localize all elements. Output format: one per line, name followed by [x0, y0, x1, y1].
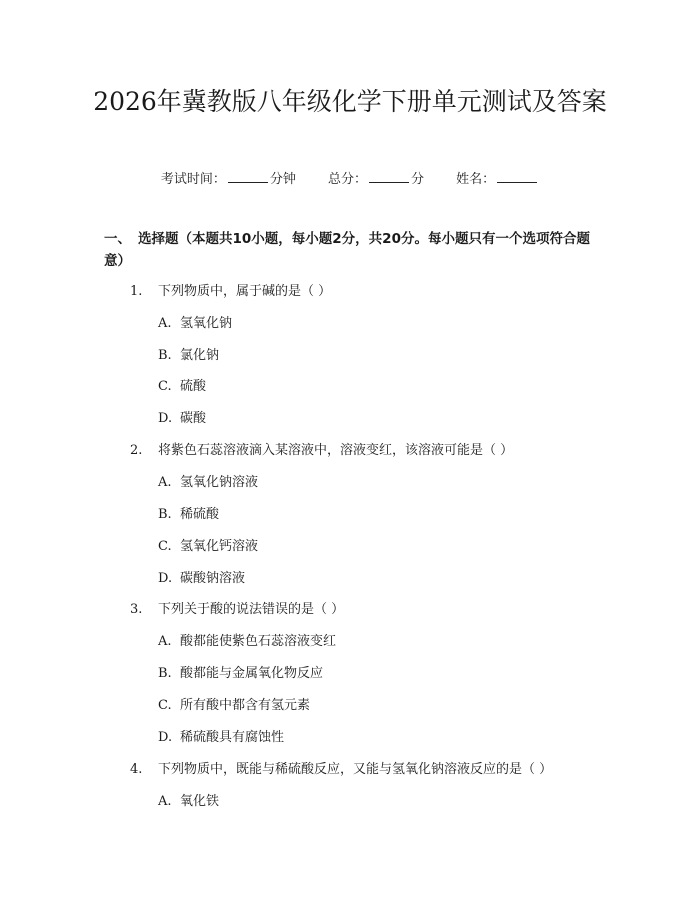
- option-letter: B.: [158, 666, 172, 681]
- option-text: 所有酸中都含有氢元素: [180, 698, 311, 713]
- option-q3-d: [158, 728, 284, 748]
- exam-time-field: [161, 168, 296, 190]
- question-text: 将紫色石蕊溶液滴入某溶液中，溶液变红，该溶液可能是（ ）: [158, 443, 514, 458]
- option-letter: C.: [158, 539, 172, 554]
- option-letter: D.: [158, 571, 173, 586]
- document-title: 2026年冀教版八年级化学下册单元测试及答案: [93, 87, 607, 116]
- question-number: 3.: [130, 602, 143, 617]
- option-letter: D.: [158, 730, 173, 745]
- question-1: [130, 282, 331, 302]
- total-score-blank: [369, 168, 409, 183]
- question-number: 2.: [130, 443, 143, 458]
- section-number: 一、: [104, 231, 131, 247]
- question-text: 下列关于酸的说法错误的是（ ）: [158, 602, 345, 617]
- exam-time-blank: [228, 168, 268, 183]
- exam-time-label: 考试时间：: [160, 172, 226, 187]
- option-q4-a: [158, 792, 219, 812]
- option-q2-d: [158, 569, 245, 589]
- section-heading-text: 选择题（本题共10小题，每小题2分，共20分。每小题只有一个选项符合题意）: [104, 231, 590, 269]
- option-text: 氢氧化钠: [180, 316, 233, 331]
- option-text: 酸都能与金属氧化物反应: [180, 666, 324, 681]
- option-q2-a: [158, 473, 258, 493]
- option-q2-b: [158, 505, 219, 525]
- total-score-field: [328, 168, 424, 190]
- question-number: 4.: [130, 762, 143, 777]
- option-letter: A.: [158, 794, 172, 809]
- name-field: [456, 168, 539, 190]
- option-q1-a: [158, 314, 232, 334]
- option-text: 碳酸钠溶液: [180, 571, 246, 586]
- option-q3-a: [158, 632, 336, 652]
- option-text: 稀硫酸具有腐蚀性: [180, 730, 285, 745]
- option-q1-c: [158, 377, 206, 397]
- question-3: [130, 600, 344, 620]
- option-letter: C.: [158, 379, 172, 394]
- option-text: 氯化钠: [180, 348, 220, 363]
- option-q1-b: [158, 346, 219, 366]
- option-text: 硫酸: [180, 379, 207, 394]
- option-text: 氢氧化钠溶液: [180, 475, 259, 490]
- option-text: 酸都能使紫色石蕊溶液变红: [180, 634, 337, 649]
- option-text: 稀硫酸: [180, 507, 220, 522]
- exam-time-unit: 分钟: [269, 172, 296, 187]
- question-text: 下列物质中，既能与稀硫酸反应，又能与氢氧化钠溶液反应的是（ ）: [158, 762, 553, 777]
- option-text: 氢氧化钙溶液: [180, 539, 259, 554]
- option-text: 氧化铁: [180, 794, 220, 809]
- option-letter: C.: [158, 698, 172, 713]
- name-label: 姓名：: [456, 172, 496, 187]
- exam-meta: [0, 168, 700, 190]
- option-letter: B.: [158, 507, 172, 522]
- option-text: 碳酸: [180, 411, 207, 426]
- question-2: [130, 441, 513, 461]
- question-number: 1.: [130, 284, 143, 299]
- option-q3-c: [158, 696, 310, 716]
- option-q1-d: [158, 409, 206, 429]
- option-letter: A.: [158, 634, 172, 649]
- name-blank: [497, 168, 537, 183]
- question-4: [130, 760, 552, 780]
- option-letter: A.: [158, 475, 172, 490]
- option-letter: D.: [158, 411, 173, 426]
- total-score-label: 总分：: [327, 172, 367, 187]
- section-heading: [104, 228, 604, 272]
- option-q2-c: [158, 537, 258, 557]
- total-score-unit: 分: [411, 172, 425, 187]
- option-letter: A.: [158, 316, 172, 331]
- question-text: 下列物质中，属于碱的是（ ）: [158, 284, 332, 299]
- option-q3-b: [158, 664, 323, 684]
- option-letter: B.: [158, 348, 172, 363]
